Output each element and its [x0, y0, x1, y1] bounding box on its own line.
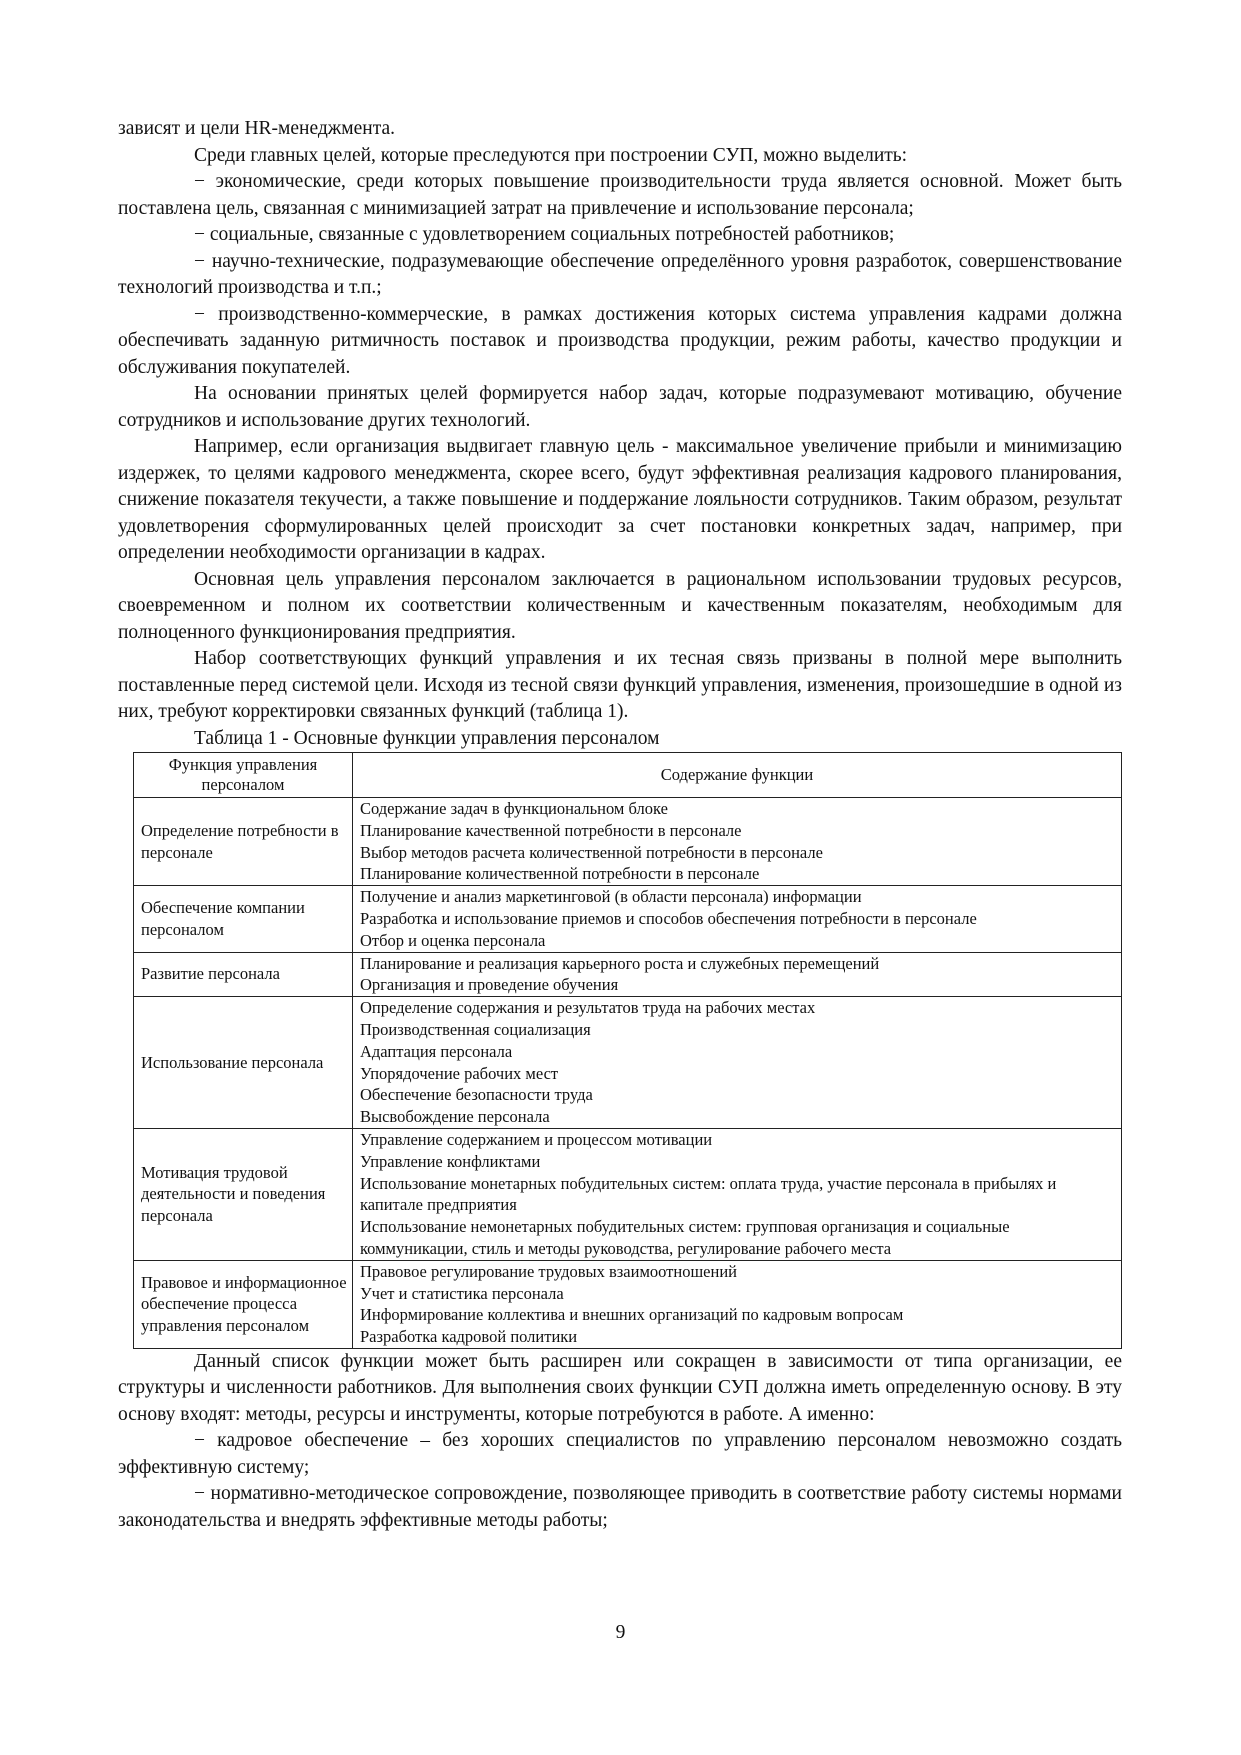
content-item: Использование немонетарных побудительных систем: групповая организация и социальные коммуникации, стиль и методы руководства, регулирование рабочего места: [360, 1217, 1010, 1258]
function-cell: Определение потребности в персонале: [134, 798, 353, 886]
table-row: [134, 952, 1122, 997]
table-row: [134, 798, 1122, 886]
header-content: Содержание функции: [353, 753, 1122, 798]
function-cell: Мотивация трудовой деятельности и поведения персонала: [134, 1128, 353, 1260]
paragraph: зависят и цели HR-менеджмента.: [118, 118, 395, 139]
paragraph: Набор соответствующих функций управления и их тесная связь призваны в полной мере выполнить поставленные перед системой цели. Исходя из тесной связи функций управления, изменения, произошедшие в одной из них, требуют корректировки связанных функций (таблица 1).: [118, 648, 1122, 722]
content-item: Учет и статистика персонала: [360, 1283, 564, 1303]
body-text-bottom: [118, 1349, 1122, 1535]
content-cell: [353, 886, 1122, 952]
function-cell: Развитие персонала: [134, 952, 353, 997]
paragraph: − нормативно-методическое сопровождение, позволяющее приводить в соответствие работу системы нормами законодательства и внедрять эффективные методы работы;: [118, 1483, 1122, 1531]
content-item: Правовое регулирование трудовых взаимоотношений: [360, 1261, 737, 1281]
content-item: Получение и анализ маркетинговой (в области персонала) информации: [360, 887, 862, 907]
paragraph: Например, если организация выдвигает главную цель - максимальное увеличение прибыли и минимизацию издержек, то целями кадрового менеджмента, скорее всего, будут эффективная реализация кадрового планирования, снижение показателя текучести, а также повышение и поддержание лояльности сотрудников. Таким образом, результат удовлетворения сформулированных целей происходит за счет постановки конкретных задач, например, при определении необходимости организации в кадрах.: [118, 436, 1122, 563]
content-cell: [353, 798, 1122, 886]
paragraph: − научно-технические, подразумевающие обеспечение определённого уровня разработок, совершенствование технологий производства и т.п.;: [118, 250, 1122, 298]
content-item: Организация и проведение обучения: [360, 975, 619, 995]
table-caption: Таблица 1 - Основные функции управления персоналом: [194, 727, 660, 749]
content-item: Высвобождение персонала: [360, 1107, 550, 1127]
table-row: [134, 1128, 1122, 1260]
paragraph: Основная цель управления персоналом заключается в рациональном использовании трудовых ресурсов, своевременном и полном их соответствии количественным и качественным показателям, необходимым для полноценного функционирования предприятия.: [118, 568, 1122, 643]
document-page: [118, 116, 1122, 1534]
content-cell: [353, 1128, 1122, 1260]
content-item: Определение содержания и результатов труда на рабочих местах: [360, 998, 816, 1018]
paragraph: Среди главных целей, которые преследуются при построении СУП, можно выделить:: [194, 144, 908, 166]
paragraph: На основании принятых целей формируется набор задач, которые подразумевают мотивацию, обучение сотрудников и использование других технологий.: [118, 383, 1122, 431]
table-row: [134, 886, 1122, 952]
content-cell: [353, 952, 1122, 997]
function-cell: Обеспечение компании персоналом: [134, 886, 353, 952]
table-row: [134, 997, 1122, 1129]
content-item: Содержание задач в функциональном блоке: [360, 799, 668, 818]
content-item: Упорядочение рабочих мест: [360, 1063, 559, 1083]
body-text-top: [118, 116, 1122, 726]
paragraph: − производственно-коммерческие, в рамках достижения которых система управления кадрами должна обеспечивать заданную ритмичность поставок и производства продукции, режим работы, качество продукции и обслуживания покупателей.: [118, 303, 1122, 378]
header-function: Функция управления персоналом: [134, 753, 353, 798]
content-item: Планирование качественной потребности в персонале: [360, 820, 742, 840]
content-item: Использование монетарных побудительных систем: оплата труда, участие персонала в прибылях и капитале предприятия: [360, 1173, 1057, 1215]
content-item: Адаптация персонала: [360, 1041, 513, 1061]
paragraph: − экономические, среди которых повышение производительности труда является основной. Может быть поставлена цель, связанная с минимизацией затрат на привлечение и использование персонала;: [118, 171, 1122, 219]
content-item: Управление конфликтами: [360, 1151, 541, 1171]
content-item: Разработка и использование приемов и способов обеспечения потребности в персонале: [360, 908, 977, 928]
page-number: 9: [615, 1622, 626, 1643]
table-row: [134, 1260, 1122, 1348]
content-item: Информирование коллектива и внешних организаций по кадровым вопросам: [360, 1305, 904, 1325]
paragraph: Данный список функции может быть расширен или сокращен в зависимости от типа организации, ее структуры и численности работников. Для выполнения своих функции СУП должна иметь определенную основу. В эту основу входят: методы, ресурсы и инструменты, которые потребуются в работе. А именно:: [118, 1350, 1122, 1425]
content-item: Выбор методов расчета количественной потребности в персонале: [360, 842, 823, 862]
content-item: Обеспечение безопасности труда: [360, 1085, 593, 1105]
functions-table: [133, 752, 1122, 1349]
paragraph: − социальные, связанные с удовлетворением социальных потребностей работников;: [194, 224, 895, 245]
content-cell: [353, 1260, 1122, 1348]
content-item: Разработка кадровой политики: [360, 1327, 578, 1347]
content-cell: [353, 997, 1122, 1129]
function-cell: Правовое и информационное обеспечение процесса управления персоналом: [134, 1260, 353, 1348]
content-item: Производственная социализация: [360, 1019, 591, 1039]
function-cell: Использование персонала: [134, 997, 353, 1129]
content-item: Планирование и реализация карьерного роста и служебных перемещений: [360, 953, 880, 973]
content-item: Планирование количественной потребности в персонале: [360, 864, 760, 884]
table-header-row: [134, 753, 1122, 798]
content-item: Отбор и оценка персонала: [360, 930, 546, 950]
content-item: Управление содержанием и процессом мотивации: [360, 1129, 713, 1149]
paragraph: − кадровое обеспечение – без хороших специалистов по управлению персоналом невозможно создать эффективную систему;: [118, 1430, 1122, 1478]
table-body: [134, 798, 1122, 1349]
